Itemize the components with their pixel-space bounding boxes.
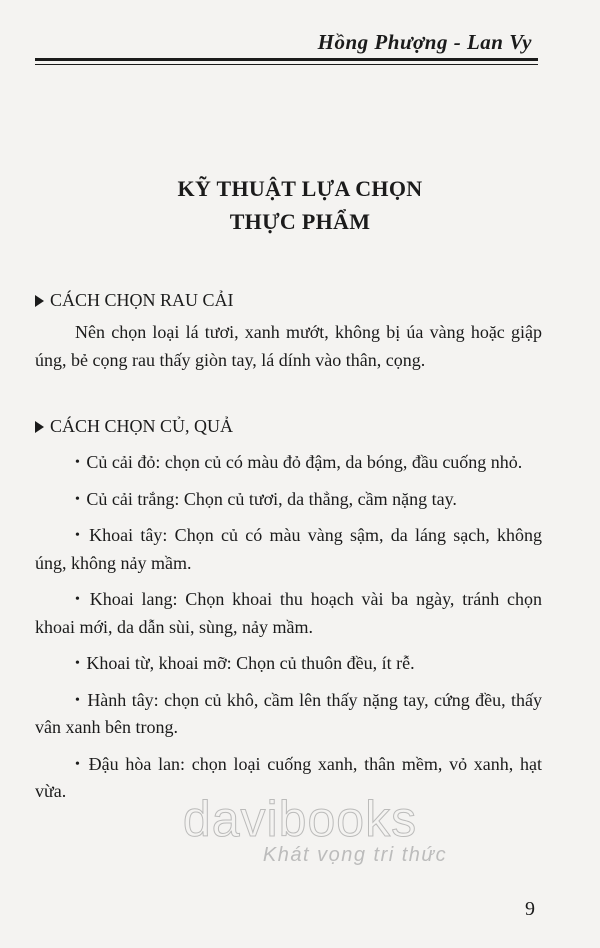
page-number: 9	[525, 898, 535, 920]
diamond-icon	[35, 294, 44, 307]
bullet-icon: •	[75, 756, 80, 772]
chapter-title-line-2: THỰC PHẨM	[229, 209, 371, 234]
section-heading	[35, 413, 542, 439]
watermark-slogan: Khát vọng tri thức	[262, 844, 448, 866]
list-item-text: Củ cải đỏ: chọn củ có màu đỏ đậm, da bóng, đầu cuống nhỏ.	[86, 452, 523, 472]
section-rau-cai	[35, 287, 542, 374]
section-paragraph: Nên chọn loại lá tươi, xanh mướt, không bị úa vàng hoặc giập úng, bẻ cọng rau thấy giòn tay, lá dính vào thân, cọng.	[35, 322, 542, 370]
list-item	[35, 586, 542, 641]
section-heading-text: CÁCH CHỌN CỦ, QUẢ	[50, 415, 234, 436]
bullet-icon: •	[75, 592, 80, 607]
produce-list	[35, 449, 542, 806]
section-heading	[35, 287, 542, 313]
section-cu-qua	[35, 413, 542, 815]
bullet-icon: •	[75, 656, 80, 671]
header-rule	[35, 58, 538, 61]
diamond-icon	[35, 420, 44, 433]
bullet-icon: •	[75, 455, 80, 470]
list-item-text: Khoai từ, khoai mỡ: Chọn củ thuôn đều, ít rễ.	[86, 653, 415, 673]
list-item	[35, 650, 542, 678]
list-item	[35, 449, 542, 477]
section-heading-text: CÁCH CHỌN RAU CẢI	[50, 289, 234, 310]
running-header-author: Hồng Phượng - Lan Vy	[317, 30, 532, 54]
list-item-text: Đậu hòa lan: chọn loại cuống xanh, thân mềm, vỏ xanh, hạt vừa.	[35, 753, 543, 801]
bullet-icon: •	[75, 528, 80, 543]
list-item-text: Khoai tây: Chọn củ có màu vàng sậm, da láng sạch, không úng, không nảy mầm.	[35, 525, 542, 573]
list-item	[35, 687, 542, 742]
list-item	[35, 486, 542, 514]
chapter-title	[0, 172, 600, 238]
list-item-text: Củ cải trắng: Chọn củ tươi, da thẳng, cầm nặng tay.	[86, 488, 457, 509]
chapter-title-line-1: KỸ THUẬT LỰA CHỌN	[177, 176, 423, 201]
list-item	[35, 522, 542, 577]
bullet-icon: •	[75, 491, 80, 507]
watermark-logo: davibooks	[182, 791, 418, 847]
list-item-text: Khoai lang: Chọn khoai thu hoạch vài ba ngày, tránh chọn khoai mới, da dẫn sùi, sùng, nảy mầm.	[35, 589, 543, 637]
bullet-icon: •	[75, 692, 80, 708]
list-item-text: Hành tây: chọn củ khô, cầm lên thấy nặng tay, cứng đều, thấy vân xanh bên trong.	[35, 689, 543, 737]
